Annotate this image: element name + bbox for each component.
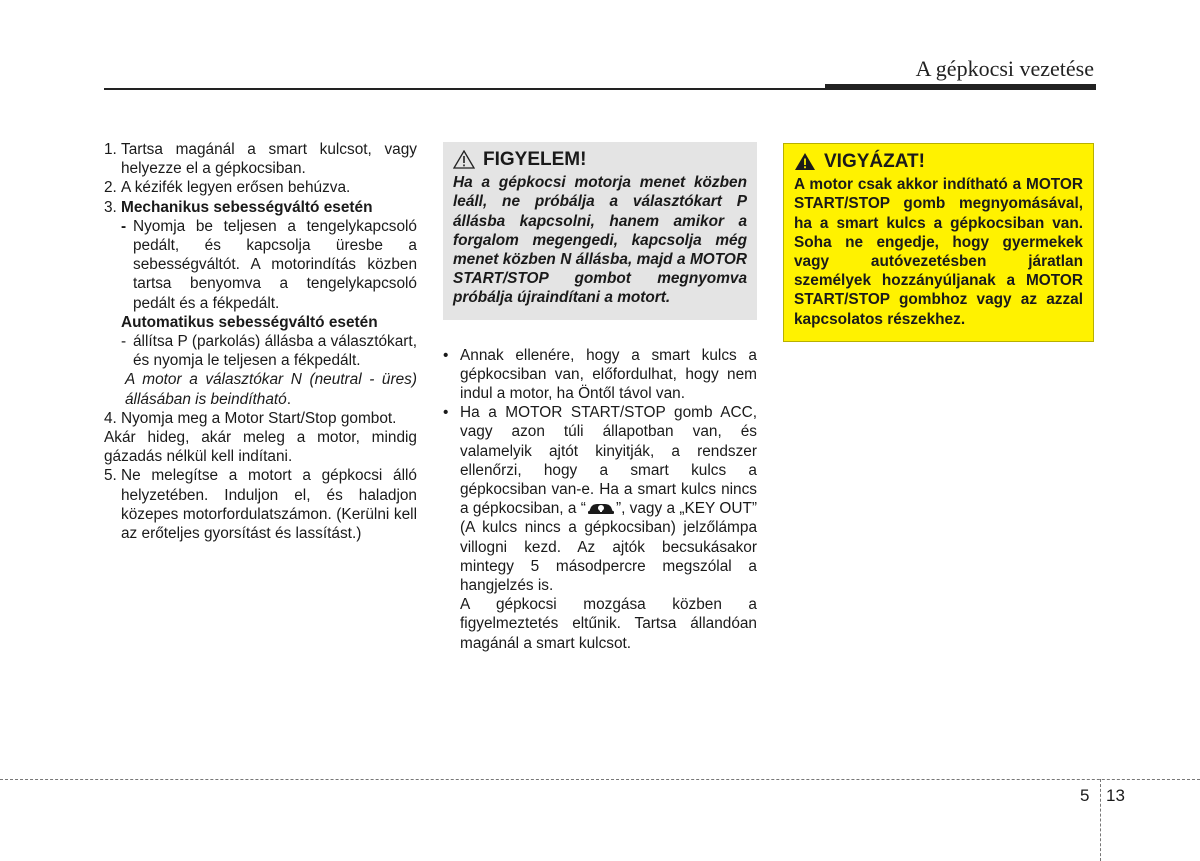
warning-triangle-icon: [453, 150, 475, 169]
caution-text: A motor csak akkor indítható a MOTOR START/STOP gomb megnyomásával, ha a smart kulcs a gépkocsiban van. Soha ne engedje, hogy gyermekek vagy autóvezetésben járatlan személyek hozzányúljanak a MOTOR START/STOP gombhoz vagy az azzal kapcsolatos részekhez.: [794, 176, 1083, 328]
column-left: [104, 140, 417, 543]
warning-triangle-icon: [794, 152, 816, 171]
list-item: [443, 346, 757, 404]
warning-header: [453, 150, 747, 169]
sub-item: [104, 332, 417, 370]
bullet-dot: •: [443, 404, 449, 422]
item-number: 3.: [104, 198, 117, 216]
bullet-text: Ha a MOTOR START/STOP gomb ACC, vagy azon túli állapotban van, és valamelyik ajtót kinyitják, a rendszer ellenőrzi, hogy a smart kulcs a gépkocsiban van-e. Ha a smart kulcs nincs a gépkocsiban, a “ ”, vagy a „KEY OUT” (A kulcs nincs a gépkocsiban) jelzőlámpa villogni kezd. Az ajtók becsukásakor mintegy 5 másodpercre megszólal a hangjelzés is.: [460, 404, 757, 595]
paragraph: Akár hideg, akár meleg a motor, mindig gázadás nélkül kell indítani.: [104, 429, 417, 466]
bullet-dot: •: [443, 346, 449, 364]
list-item: [104, 140, 417, 178]
column-right: [783, 143, 1094, 342]
automatic-transmission-heading: Automatikus sebességváltó esetén: [121, 313, 378, 331]
item-number: 1.: [104, 141, 117, 158]
warning-box: [443, 142, 757, 320]
list-item: [104, 466, 417, 543]
item-number: 2.: [104, 179, 117, 197]
list-item: [104, 178, 417, 197]
sub-item: [104, 217, 417, 313]
item-text: Nyomja meg a Motor Start/Stop gombot.: [121, 409, 397, 427]
sub-text: állítsa P (parkolás) állásba a választókart, és nyomja le teljesen a fékpedált.: [133, 333, 417, 370]
list-item: [104, 409, 417, 428]
bullet-text: Annak ellenére, hogy a smart kulcs a gépkocsiban van, előfordulhat, hogy nem indul a motor, ha Öntől távol van.: [460, 346, 757, 403]
warning-text: Ha a gépkocsi motorja menet közben leáll, ne próbálja a választókart P állásba kapcsolni, hanem amikor a forgalom megengedi, kapcsolja még menet közben N állásba, majd a MOTOR START/STOP gombot megnyomva próbálja újraindítani a motort.: [453, 174, 747, 307]
footer-vertical-divider: [1100, 779, 1101, 861]
warning-title: FIGYELEM!: [483, 149, 587, 170]
sub-text: Nyomja be teljesen a tengelykapcsoló pedált, és kapcsolja üresbe a sebességváltót. A motorindítás közben tartsa benyomva a tengelykapcsoló pedált és a fékpedált.: [133, 217, 417, 312]
page-title: A gépkocsi vezetése: [915, 56, 1094, 81]
bullet-list: [443, 346, 757, 653]
list-item: [443, 403, 757, 595]
caution-header: [794, 152, 1083, 171]
item-text: Ne melegítse a motort a gépkocsi álló helyzetében. Induljon el, és haladjon közepes motorfordulatszámon. (Kerülni kell az erőteljes gyorsítást és lassítást.): [121, 467, 417, 543]
item-text: A kézifék legyen erősen behúzva.: [121, 179, 351, 197]
manual-transmission-heading: Mechanikus sebességváltó esetén: [121, 198, 373, 216]
key-out-icon: [586, 500, 616, 516]
chapter-number: 5: [1080, 786, 1090, 805]
caution-title: VIGYÁZAT!: [824, 151, 925, 172]
page-number: 13: [1106, 786, 1125, 805]
item-number: 5.: [104, 467, 117, 485]
caution-box: [783, 143, 1094, 342]
sub-dash: -: [121, 217, 127, 235]
sub-dash: -: [121, 333, 127, 351]
footer-divider: [0, 779, 1200, 780]
column-middle: [443, 142, 757, 653]
list-item: [104, 198, 417, 217]
header-rule-accent: [825, 84, 1096, 90]
item-text: Tartsa magánál a smart kulcsot, vagy helyezze el a gépkocsiban.: [121, 141, 417, 178]
paragraph: A gépkocsi mozgása közben a figyelmeztetés eltűnik. Tartsa állandóan magánál a smart kulcsot.: [460, 596, 757, 652]
automatic-note: A motor a választókar N (neutral - üres) állásában is beindítható.: [125, 371, 417, 408]
item-number: 4.: [104, 409, 117, 427]
